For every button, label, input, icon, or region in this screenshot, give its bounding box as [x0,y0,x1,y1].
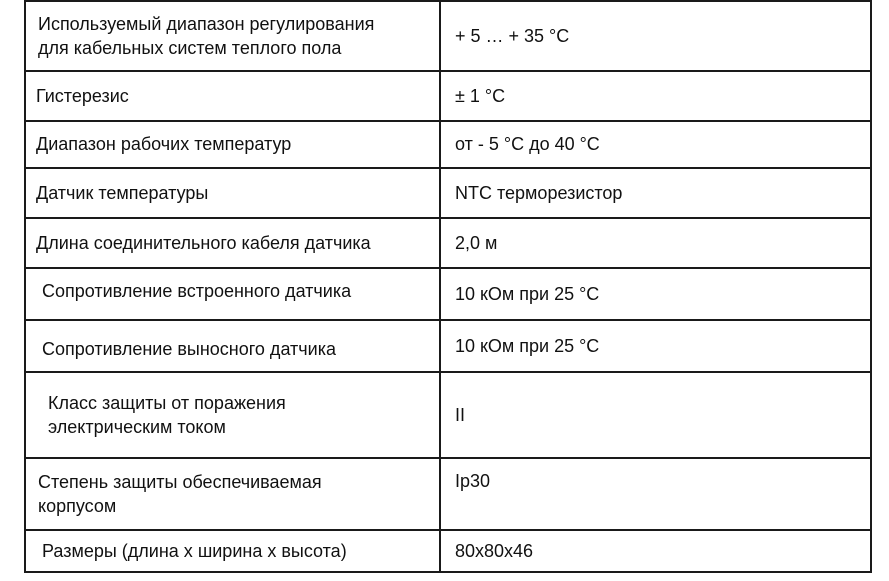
table-row [25,458,871,530]
spec-value-enclosure-protection: Ip30 [440,458,871,530]
spec-label-electric-shock-class: Класс защиты от поражения электрическим током [25,372,440,458]
spec-label-remote-sensor-resistance: Сопротивление выносного датчика [25,320,440,372]
spec-label-dimensions: Размеры (длина х ширина х высота) [25,530,440,572]
table-row [25,218,871,268]
spec-value-temperature-sensor: NTC терморезистор [440,168,871,218]
spec-label-enclosure-protection: Степень защиты обеспечиваемая корпусом [25,458,440,530]
spec-value-operating-temperature: от - 5 °C до 40 °C [440,121,871,168]
spec-label-temperature-sensor: Датчик температуры [25,168,440,218]
spec-value-control-range: + 5 … + 35 °C [440,1,871,71]
table-row [25,372,871,458]
spec-value-electric-shock-class: II [440,372,871,458]
table-row [25,1,871,71]
spec-label-control-range: Используемый диапазон регулирования для кабельных систем теплого пола [25,1,440,71]
table-row [25,320,871,372]
spec-value-sensor-cable-length: 2,0 м [440,218,871,268]
table-row [25,168,871,218]
spec-value-builtin-sensor-resistance: 10 кОм при 25 °C [440,268,871,320]
spec-value-hysteresis: ± 1 °C [440,71,871,121]
table-row [25,71,871,121]
spec-value-dimensions: 80x80x46 [440,530,871,572]
spec-value-remote-sensor-resistance: 10 кОм при 25 °C [440,320,871,372]
spec-label-hysteresis: Гистерезис [25,71,440,121]
table-row [25,268,871,320]
table-row [25,530,871,572]
spec-label-builtin-sensor-resistance: Сопротивление встроенного датчика [25,268,440,320]
specifications-table [24,0,872,573]
spec-label-operating-temperature: Диапазон рабочих температур [25,121,440,168]
table-row [25,121,871,168]
spec-label-sensor-cable-length: Длина соединительного кабеля датчика [25,218,440,268]
